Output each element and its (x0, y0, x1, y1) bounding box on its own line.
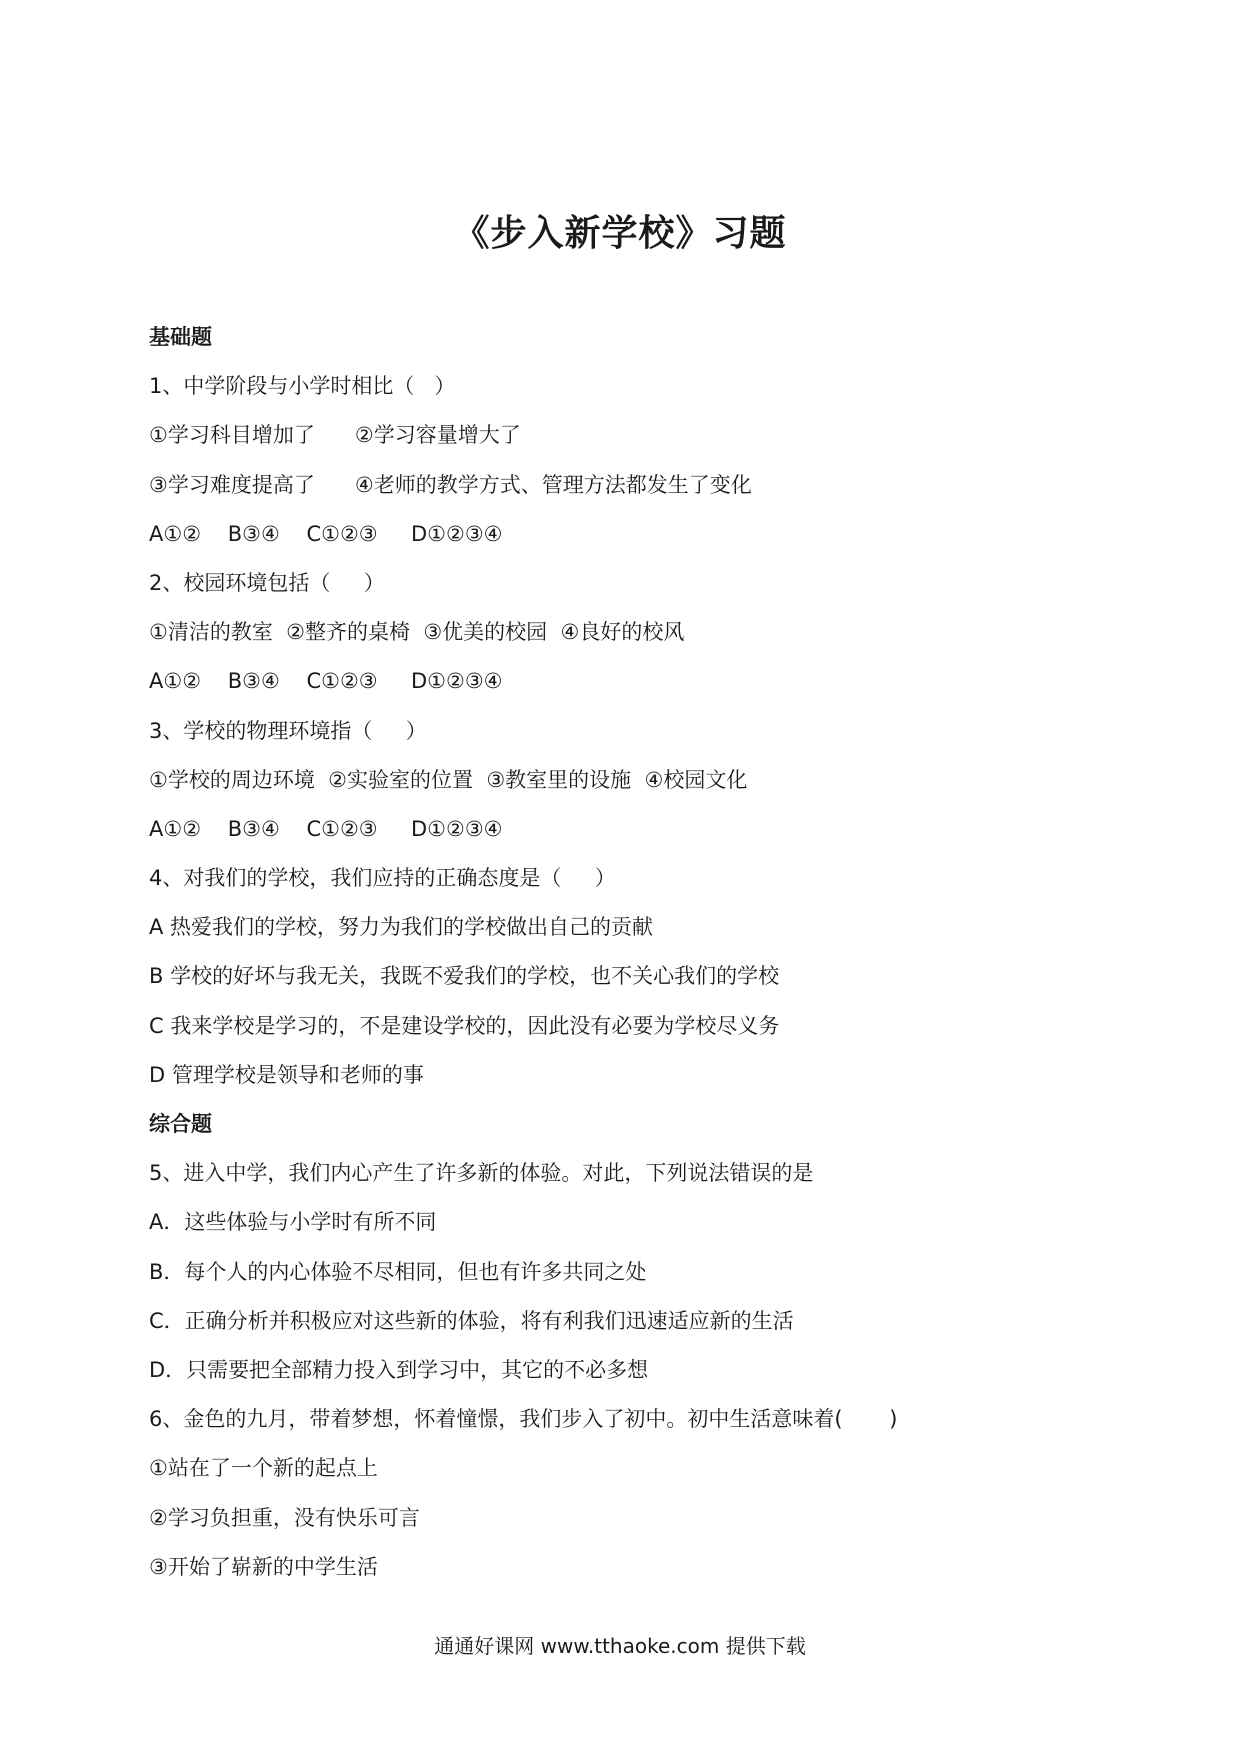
question-text: 3、学校的物理环境指（ ） (149, 718, 427, 743)
option-line: ①学校的周边环境 ②实验室的位置 ③教室里的设施 ④校园文化 (149, 767, 748, 792)
option-line: A．这些体验与小学时有所不同 (149, 1210, 437, 1235)
option-line: C．正确分析并积极应对这些新的体验，将有利我们迅速适应新的生活 (149, 1308, 794, 1333)
page-title: 《步入新学校》习题 (453, 212, 787, 254)
option-line: ①清洁的教室 ②整齐的桌椅 ③优美的校园 ④良好的校风 (149, 620, 685, 645)
question-text: 2、校园环境包括（ ） (149, 570, 385, 595)
option-line: ②学习负担重，没有快乐可言 (149, 1505, 420, 1530)
question-text: 4、对我们的学校，我们应持的正确态度是（ ） (149, 866, 616, 891)
question-text: 6、金色的九月，带着梦想，怀着憧憬，我们步入了初中。初中生活意味着( ) (149, 1407, 898, 1432)
answer-choices: A①② B③④ C①②③ D①②③④ (149, 816, 503, 841)
option-line: ③开始了崭新的中学生活 (149, 1554, 378, 1579)
question-text: 5、进入中学，我们内心产生了许多新的体验。对此，下列说法错误的是 (149, 1161, 814, 1186)
option-line: D．只需要把全部精力投入到学习中，其它的不必多想 (149, 1357, 649, 1382)
page-footer: 通通好课网 www.tthaoke.com 提供下载 (434, 1634, 806, 1658)
option-line: ①站在了一个新的起点上 (149, 1456, 378, 1481)
option-line: ①学习科目增加了 ②学习容量增大了 (149, 423, 521, 448)
section-heading: 基础题 (149, 325, 212, 349)
answer-choices: A①② B③④ C①②③ D①②③④ (149, 669, 503, 694)
option-line: B．每个人的内心体验不尽相同，但也有许多共同之处 (149, 1259, 647, 1284)
option-line: A 热爱我们的学校，努力为我们的学校做出自己的贡献 (149, 915, 654, 940)
option-line: C 我来学校是学习的，不是建设学校的，因此没有必要为学校尽义务 (149, 1013, 780, 1038)
document-body (149, 320, 1149, 1599)
question-text: 1、中学阶段与小学时相比（ ） (149, 374, 456, 399)
option-line: ③学习难度提高了 ④老师的教学方式、管理方法都发生了变化 (149, 472, 752, 497)
option-line: B 学校的好坏与我无关，我既不爱我们的学校，也不关心我们的学校 (149, 964, 780, 989)
option-line: D 管理学校是领导和老师的事 (149, 1062, 424, 1087)
section-heading: 综合题 (149, 1112, 212, 1136)
answer-choices: A①② B③④ C①②③ D①②③④ (149, 521, 503, 546)
